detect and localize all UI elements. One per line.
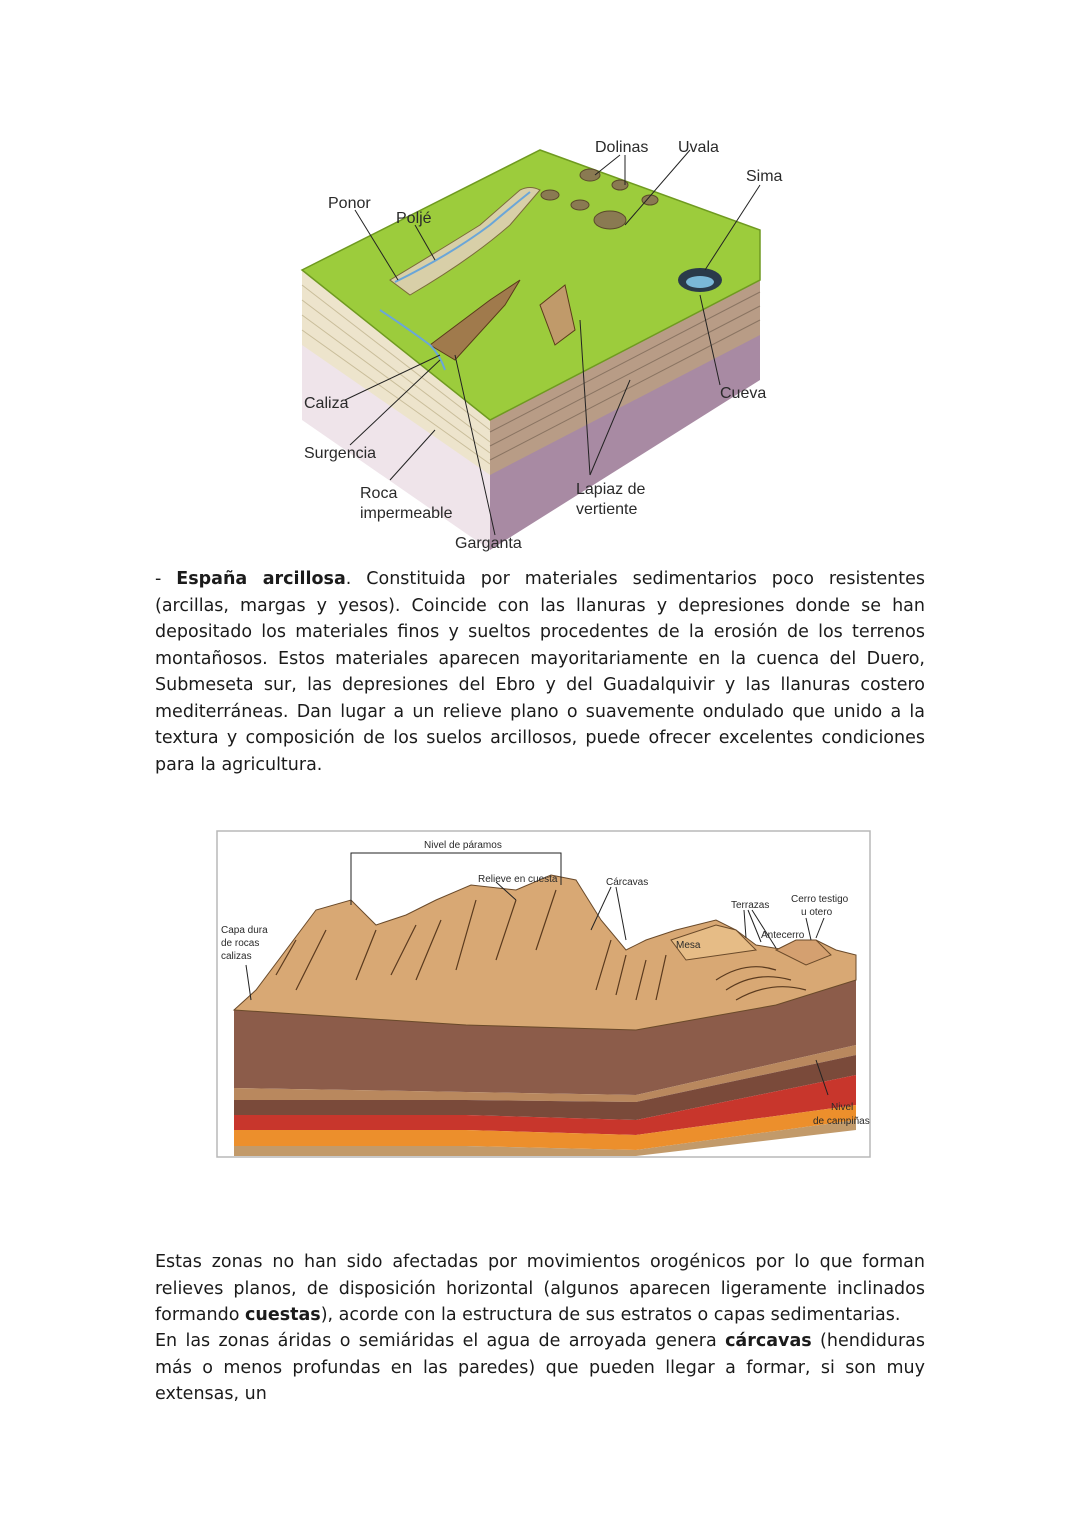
label-cueva: Cueva bbox=[720, 385, 767, 402]
label-mesa: Mesa bbox=[676, 940, 701, 951]
label-impermeable: impermeable bbox=[360, 505, 453, 522]
p1-part-b: ), acorde con la estructura de sus estratos o capas sedimentarias. bbox=[320, 1305, 901, 1325]
label-terrazas: Terrazas bbox=[731, 900, 770, 911]
label-polje: Poljé bbox=[396, 210, 432, 227]
label-vertiente: vertiente bbox=[576, 501, 638, 518]
label-nivel-paramos: Nivel de páramos bbox=[424, 840, 502, 851]
label-u-otero: u otero bbox=[801, 907, 833, 918]
label-nivel: Nivel bbox=[831, 1102, 854, 1113]
label-de-campinas: de campiñas bbox=[813, 1116, 870, 1127]
paragraph-espana-arcillosa bbox=[155, 566, 925, 778]
clay-relief-diagram bbox=[216, 830, 871, 1158]
p2-part-a: En las zonas áridas o semiáridas el agua de arroyada genera bbox=[155, 1331, 726, 1351]
bold-cuestas: cuestas bbox=[245, 1305, 321, 1325]
bold-title-espana-arcillosa: España arcillosa bbox=[176, 569, 346, 589]
p2-part-b: (hendiduras más o menos profundas en las paredes) que pueden llegar a formar, si son muy extensas, un bbox=[155, 1331, 926, 1404]
lead-dash: - bbox=[155, 569, 177, 589]
paragraph-zonas-sin-orogenia bbox=[155, 1249, 925, 1329]
p1-part-a: Estas zonas no han sido afectadas por movimientos orogénicos por lo que forman relieves planos, de disposición horizontal (algunos aparecen ligeramente inclinados formando bbox=[155, 1252, 925, 1325]
label-carcavas: Cárcavas bbox=[606, 877, 649, 888]
label-relieve-cuesta: Relieve en cuesta bbox=[478, 874, 558, 885]
paragraph-zonas-aridas bbox=[155, 1328, 925, 1408]
label-de-rocas: de rocas bbox=[221, 938, 260, 949]
paragraph-body: . Constituida por materiales sedimentarios poco resistentes (arcillas, margas y yesos). Coincide con las llanuras y depresiones donde se han depositado los materiales finos y sueltos procedentes de la erosión de los terrenos montañosos. Estos materiales aparecen mayoritariamente en la cuenca del Duero, Submeseta sur, las depresiones del Ebro y del Guadalquivir y las llanuras costero mediterráneas. Dan lugar a un relieve plano o suavemente ondulado que unido a la textura y composición de los suelos arcillosos, puede ofrecer excelentes condiciones para la agricultura. bbox=[155, 569, 925, 775]
bold-carcavas: cárcavas bbox=[725, 1331, 812, 1351]
label-garganta: Garganta bbox=[455, 535, 522, 552]
label-ponor: Ponor bbox=[328, 195, 371, 212]
label-sima: Sima bbox=[746, 168, 783, 185]
label-roca: Roca bbox=[360, 485, 398, 502]
label-uvala: Uvala bbox=[678, 139, 719, 156]
label-lapiaz: Lapiaz de bbox=[576, 481, 646, 498]
label-dolinas: Dolinas bbox=[595, 139, 649, 156]
label-cerro-testigo: Cerro testigo bbox=[791, 894, 849, 905]
label-antecerro: Antecerro bbox=[761, 930, 805, 941]
label-capa-dura: Capa dura bbox=[221, 925, 268, 936]
karst-diagram bbox=[290, 130, 790, 560]
label-surgencia: Surgencia bbox=[304, 445, 377, 462]
label-caliza: Caliza bbox=[304, 395, 349, 412]
label-calizas: calizas bbox=[221, 951, 252, 962]
